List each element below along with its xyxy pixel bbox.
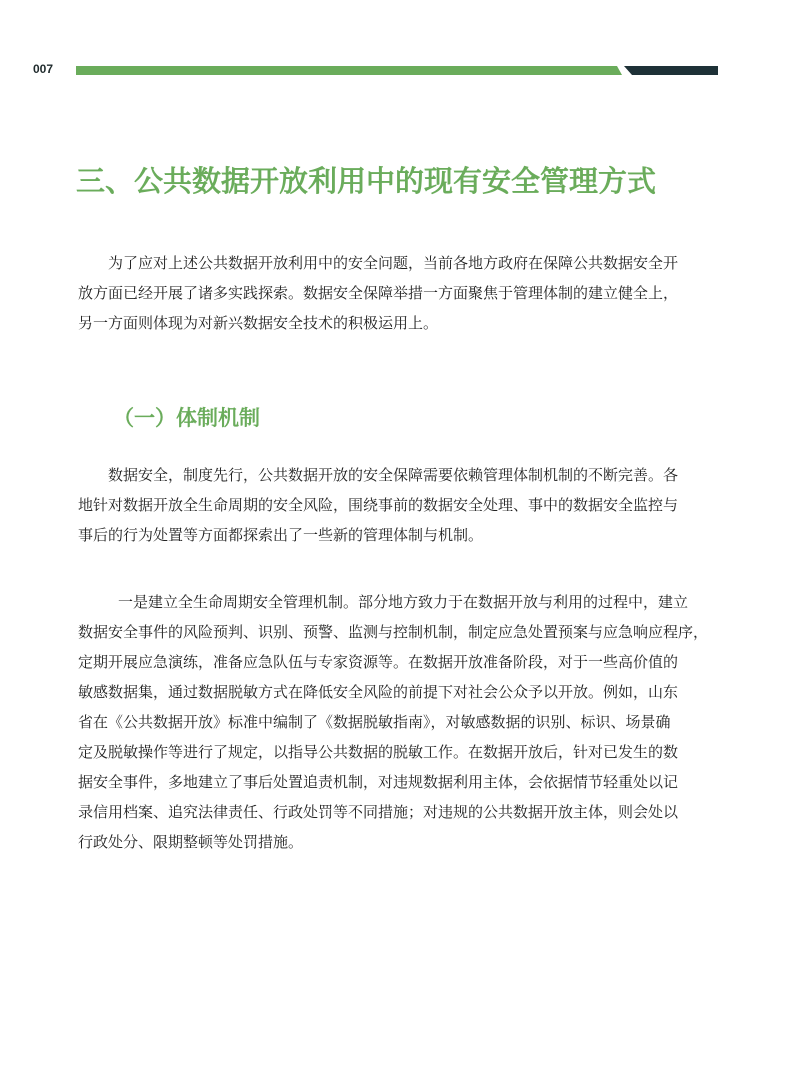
subsection-paragraph-2 — [78, 587, 716, 857]
subsection-title: （一）体制机制 — [113, 406, 260, 430]
header-bar-green — [76, 66, 622, 75]
paragraph-line: 据安全事件，多地建立了事后处置追责机制，对违规数据利用主体，会依据情节轻重处以记 — [78, 773, 679, 791]
paragraph-line: 数据安全，制度先行，公共数据开放的安全保障需要依赖管理体制机制的不断完善。各 — [108, 466, 679, 484]
paragraph-line: 行政处分、限期整顿等处罚措施。 — [78, 833, 304, 851]
paragraph-line: 事后的行为处置等方面都探索出了一些新的管理体制与机制。 — [78, 526, 484, 544]
paragraph-line: 放方面已经开展了诸多实践探索。数据安全保障举措一方面聚焦于管理体制的建立健全上， — [78, 284, 679, 302]
paragraph-line: 另一方面则体现为对新兴数据安全技术的积极运用上。 — [78, 314, 439, 332]
paragraph-line: 数据安全事件的风险预判、识别、预警、监测与控制机制，制定应急处置预案与应急响应程序， — [78, 623, 709, 641]
page-header — [0, 60, 793, 82]
paragraph-line: 定及脱敏操作等进行了规定，以指导公共数据的脱敏工作。在数据开放后，针对已发生的数 — [78, 743, 679, 761]
intro-paragraph — [78, 248, 716, 338]
paragraph-line: 录信用档案、追究法律责任、行政处罚等不同措施；对违规的公共数据开放主体，则会处以 — [78, 803, 679, 821]
header-decorative-bar — [76, 66, 718, 75]
paragraph-line: 为了应对上述公共数据开放利用中的安全问题，当前各地方政府在保障公共数据安全开 — [108, 254, 679, 272]
page-number: 007 — [33, 62, 54, 76]
paragraph-line: 敏感数据集，通过数据脱敏方式在降低安全风险的前提下对社会公众予以开放。例如，山东 — [78, 683, 679, 701]
paragraph-line: 地针对数据开放全生命周期的安全风险，围绕事前的数据安全处理、事中的数据安全监控与 — [78, 496, 679, 514]
paragraph-line: 省在《公共数据开放》标准中编制了《数据脱敏指南》，对敏感数据的识别、标识、场景确 — [78, 713, 671, 731]
section-title: 三、公共数据开放利用中的现有安全管理方式 — [76, 164, 657, 198]
paragraph-line: 一是建立全生命周期安全管理机制。部分地方致力于在数据开放与利用的过程中，建立 — [118, 593, 689, 611]
header-bar-dark — [624, 66, 718, 75]
subsection-paragraph-1 — [78, 460, 716, 550]
paragraph-line: 定期开展应急演练，准备应急队伍与专家资源等。在数据开放准备阶段，对于一些高价值的 — [78, 653, 679, 671]
